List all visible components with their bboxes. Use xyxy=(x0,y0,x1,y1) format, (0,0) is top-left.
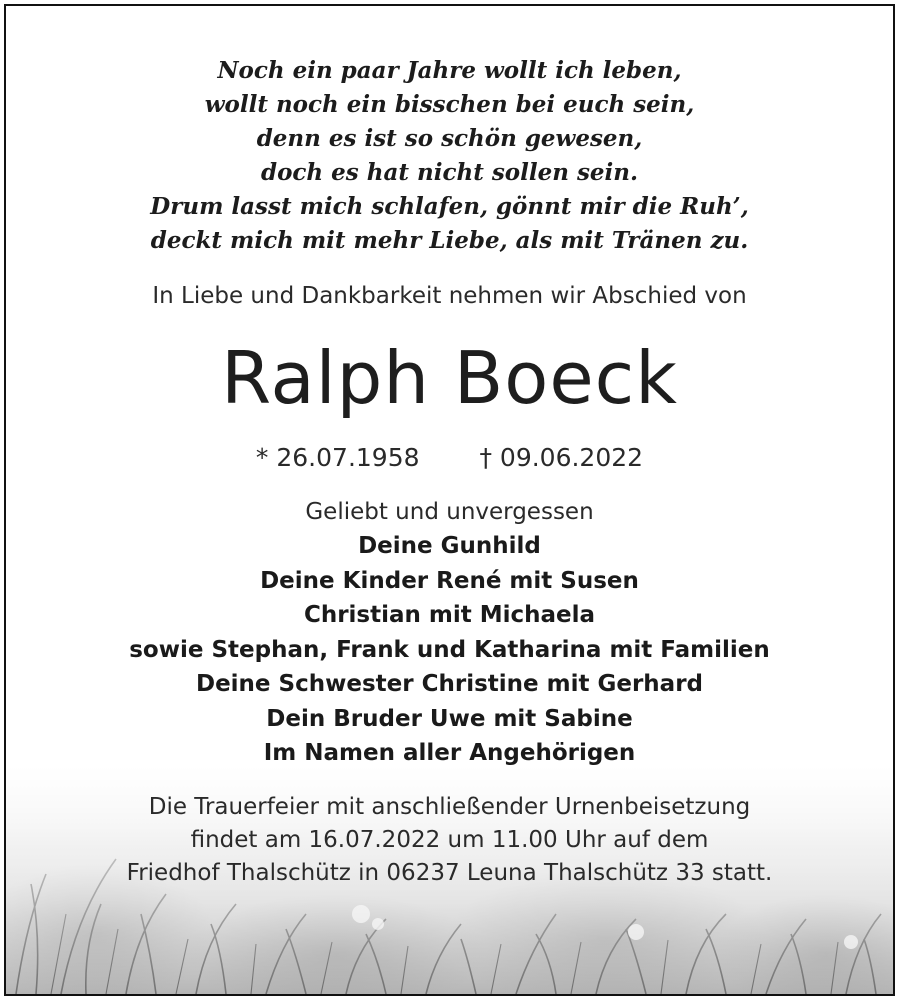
poem xyxy=(6,54,893,258)
service-line: Friedhof Thalschütz in 06237 Leuna Thalschütz 33 statt. xyxy=(126,860,773,886)
poem-line: Noch ein paar Jahre wollt ich leben, xyxy=(217,57,682,84)
obituary-notice xyxy=(4,4,895,996)
service-line: findet am 16.07.2022 um 11.00 Uhr auf dem xyxy=(190,827,709,853)
mourner-entry: Deine Gunhild xyxy=(358,533,541,559)
deceased-name: Ralph Boeck xyxy=(221,336,678,420)
service-line: Die Trauerfeier mit anschließender Urnenbeisetzung xyxy=(148,794,751,820)
life-dates xyxy=(6,440,893,476)
poem-line: wollt noch ein bisschen bei euch sein, xyxy=(204,91,695,118)
farewell-intro: In Liebe und Dankbarkeit nehmen wir Abschied von xyxy=(152,283,747,309)
mourners-lead: Geliebt und unvergessen xyxy=(305,499,594,525)
poem-line: doch es hat nicht sollen sein. xyxy=(261,159,638,186)
mourner-entry: sowie Stephan, Frank und Katharina mit Familien xyxy=(129,636,770,663)
poem-line: deckt mich mit mehr Liebe, als mit Tränen zu. xyxy=(150,227,749,254)
mourner-entry: Deine Schwester Christine mit Gerhard xyxy=(195,671,703,697)
mourners-list xyxy=(6,495,893,771)
funeral-service-info xyxy=(6,791,893,890)
poem-line: Drum lasst mich schlafen, gönnt mir die Ruh’, xyxy=(150,193,749,220)
death-date: † 09.06.2022 xyxy=(479,443,644,472)
poem-line: denn es ist so schön gewesen, xyxy=(256,125,643,152)
mourner-entry: Deine Kinder René mit Susen xyxy=(260,567,639,594)
mourner-entry: Im Namen aller Angehörigen xyxy=(263,740,636,766)
mourner-entry: Christian mit Michaela xyxy=(303,602,596,628)
mourner-entry: Dein Bruder Uwe mit Sabine xyxy=(266,705,633,732)
birth-date: * 26.07.1958 xyxy=(255,443,420,472)
